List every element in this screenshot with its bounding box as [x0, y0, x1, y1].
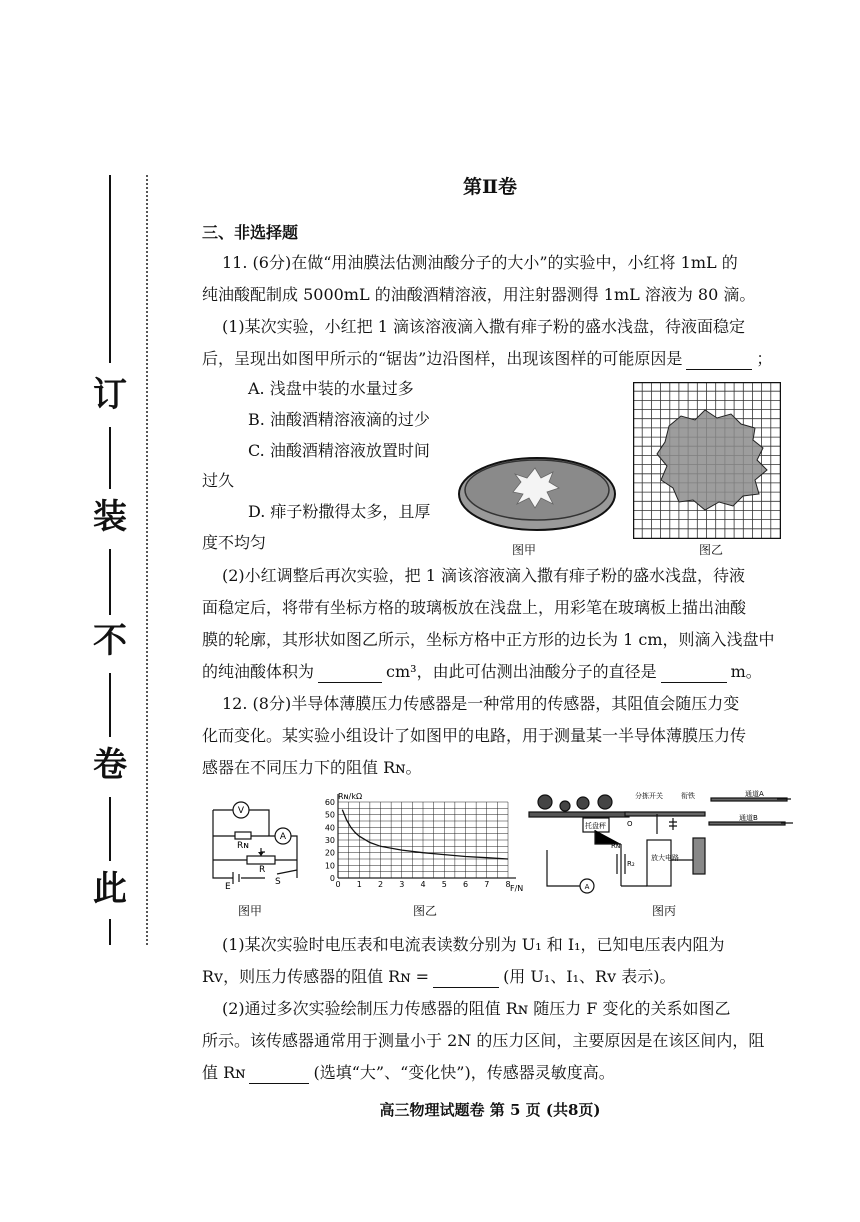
q11-part2-line4-b: cm³，由此可估测出油酸分子的直径是 [386, 662, 657, 681]
chart-y-axis-label: Rɴ/kΩ [338, 792, 363, 801]
q11-part2-line1: (2)小红调整后再次实验，把 1 滴该溶液滴入撒有痱子粉的盛水浅盘，待液 [222, 566, 746, 585]
figure-label-device: 图丙 [652, 904, 677, 918]
q11-part1-line2-text: 后，呈现出如图甲所示的“锯齿”边沿图样，出现该图样的可能原因是 [202, 349, 683, 368]
chart-x-tick-label: 4 [420, 880, 426, 889]
q12-part2-line3-b: (选填“大”、“变化快”)，传感器灵敏度高。 [313, 1063, 615, 1082]
chart-x-tick-label: 7 [484, 880, 490, 889]
binding-line [109, 427, 111, 489]
device-rn: Rɴ [611, 842, 621, 850]
answer-blank[interactable] [686, 369, 752, 370]
answer-blank[interactable] [318, 682, 382, 683]
q11-part2-line4 [202, 661, 762, 683]
device-channel-b: 通道B [739, 814, 758, 822]
device-o: O [627, 820, 633, 828]
r-label: R [259, 865, 266, 875]
rn-label: Rɴ [237, 841, 249, 851]
q11-part2-line4-a: 的纯油酸体积为 [202, 662, 315, 681]
q12-stem-line2: 化而变化。某实验小组设计了如图甲的电路，用于测量某一半导体薄膜压力传 [202, 726, 747, 745]
chart-x-axis-label: F/N [510, 884, 524, 893]
option-c-cont: 过久 [202, 471, 235, 490]
binding-char: 不 [93, 621, 127, 661]
chart-x-tick-label: 8 [505, 880, 511, 889]
section-heading: 三、非选择题 [202, 223, 299, 242]
q11-part1-line2-end: ； [756, 349, 773, 368]
q12-part2-line1: (2)通过多次实验绘制压力传感器的阻值 Rɴ 随压力 F 变化的关系如图乙 [222, 999, 731, 1018]
q11-stem-line2: 纯油酸配制成 5000mL 的油酸酒精溶液，用注射器测得 1mL 溶液为 80 滴。 [202, 285, 756, 304]
q12-part1-line2 [202, 966, 675, 988]
binding-margin [88, 175, 132, 945]
chart-x-tick-label: 3 [399, 880, 405, 889]
device-tray: 托盘秤 [585, 822, 606, 830]
option-c: C. 油酸酒精溶液放置时间 [248, 441, 430, 460]
q12-part1-line2-b: (用 U₁、I₁、Rᴠ 表示)。 [503, 967, 676, 986]
option-b: B. 油酸酒精溶液滴的过少 [248, 410, 430, 429]
figure-label-jia: 图甲 [512, 543, 537, 557]
page-footer: 高三物理试题卷 第 5 页 (共8页) [379, 1101, 601, 1119]
q12-part1-line1: (1)某次实验时电压表和电流表读数分别为 U₁ 和 I₁，已知电压表内阻为 [222, 935, 725, 954]
q12-part2-line3-a: 值 Rɴ [202, 1063, 246, 1082]
device-ammeter: A [584, 883, 590, 891]
binding-char: 卷 [93, 745, 127, 785]
binding-line [109, 673, 111, 737]
option-d-cont: 度不均匀 [202, 533, 267, 552]
e-label: E [225, 882, 231, 890]
chart-y-tick-label: 60 [324, 798, 335, 807]
chart-y-tick-label: 10 [324, 861, 335, 871]
oil-dish-figure [455, 452, 620, 534]
q12-stem-line3: 感器在不同压力下的阻值 Rɴ。 [202, 758, 422, 777]
s-label: S [275, 877, 281, 887]
binding-line [109, 919, 111, 945]
device-iron: 衔铁 [681, 792, 695, 800]
device-channel-a: 通道A [745, 790, 764, 798]
chart-x-tick-label: 6 [462, 880, 469, 889]
sorting-device-diagram [527, 790, 817, 900]
binding-line [109, 175, 111, 363]
device-sort-switch: 分拣开关 [635, 792, 663, 800]
chart-y-tick-label: 0 [329, 874, 335, 883]
q12-part1-line2-a: Rᴠ，则压力传感器的阻值 Rɴ = [202, 967, 430, 986]
figure-label-circuit: 图甲 [238, 904, 263, 918]
rn-curve [342, 810, 508, 859]
rn-force-chart [312, 790, 532, 895]
chart-x-tick-label: 0 [335, 880, 341, 889]
q11-stem-line1: 11. (6分)在做“用油膜法估测油酸分子的大小”的实验中，小红将 1mL 的 [222, 253, 738, 272]
figure-label-graph: 图乙 [413, 904, 438, 918]
q11-part2-line2: 面稳定后，将带有坐标方格的玻璃板放在浅盘上，用彩笔在玻璃板上描出油酸 [202, 598, 747, 617]
oil-film-grid [633, 382, 781, 539]
binding-dotted-line [146, 175, 148, 945]
binding-line [109, 549, 111, 615]
chart-y-tick-label: 50 [324, 810, 335, 820]
chart-x-tick-label: 5 [441, 880, 447, 889]
answer-blank[interactable] [661, 682, 727, 683]
option-d: D. 痱子粉撒得太多，且厚 [248, 502, 431, 521]
device-r2: R₂ [627, 860, 635, 868]
chart-y-tick-label: 40 [324, 823, 335, 833]
answer-blank[interactable] [249, 1083, 309, 1084]
section-title: 第Ⅱ卷 [462, 176, 517, 198]
chart-x-tick-label: 1 [356, 880, 362, 889]
q12-stem-line1: 12. (8分)半导体薄膜压力传感器是一种常用的传感器，其阻值会随压力变 [222, 694, 740, 713]
chart-x-tick-label: 2 [377, 880, 384, 889]
q11-part2-line3: 膜的轮廓，其形状如图乙所示，坐标方格中正方形的边长为 1 cm，则滴入浅盘中 [202, 630, 775, 649]
ammeter-label: A [279, 832, 287, 842]
binding-char: 装 [93, 497, 127, 537]
binding-char: 订 [93, 375, 127, 415]
q11-part1-line1: (1)某次实验，小红把 1 滴该溶液滴入撒有痱子粉的盛水浅盘，待液面稳定 [222, 317, 746, 336]
device-amp: 放大电路 [651, 854, 679, 862]
binding-line [109, 797, 111, 861]
q12-part2-line2: 所示。该传感器通常用于测量小于 2N 的压力区间，主要原因是在该区间内，阻 [202, 1031, 765, 1050]
figure-label-yi: 图乙 [699, 543, 724, 557]
binding-char: 此 [93, 869, 127, 909]
chart-y-tick-label: 30 [324, 836, 335, 845]
circuit-diagram [205, 790, 305, 890]
voltmeter-label: V [237, 806, 245, 816]
chart-y-tick-label: 20 [324, 848, 335, 858]
answer-blank[interactable] [433, 987, 499, 988]
q11-part1-line2 [202, 348, 772, 370]
q12-part2-line3 [202, 1062, 615, 1084]
q11-part2-line4-c: m。 [730, 662, 762, 681]
option-a: A. 浅盘中装的水量过多 [248, 379, 414, 398]
